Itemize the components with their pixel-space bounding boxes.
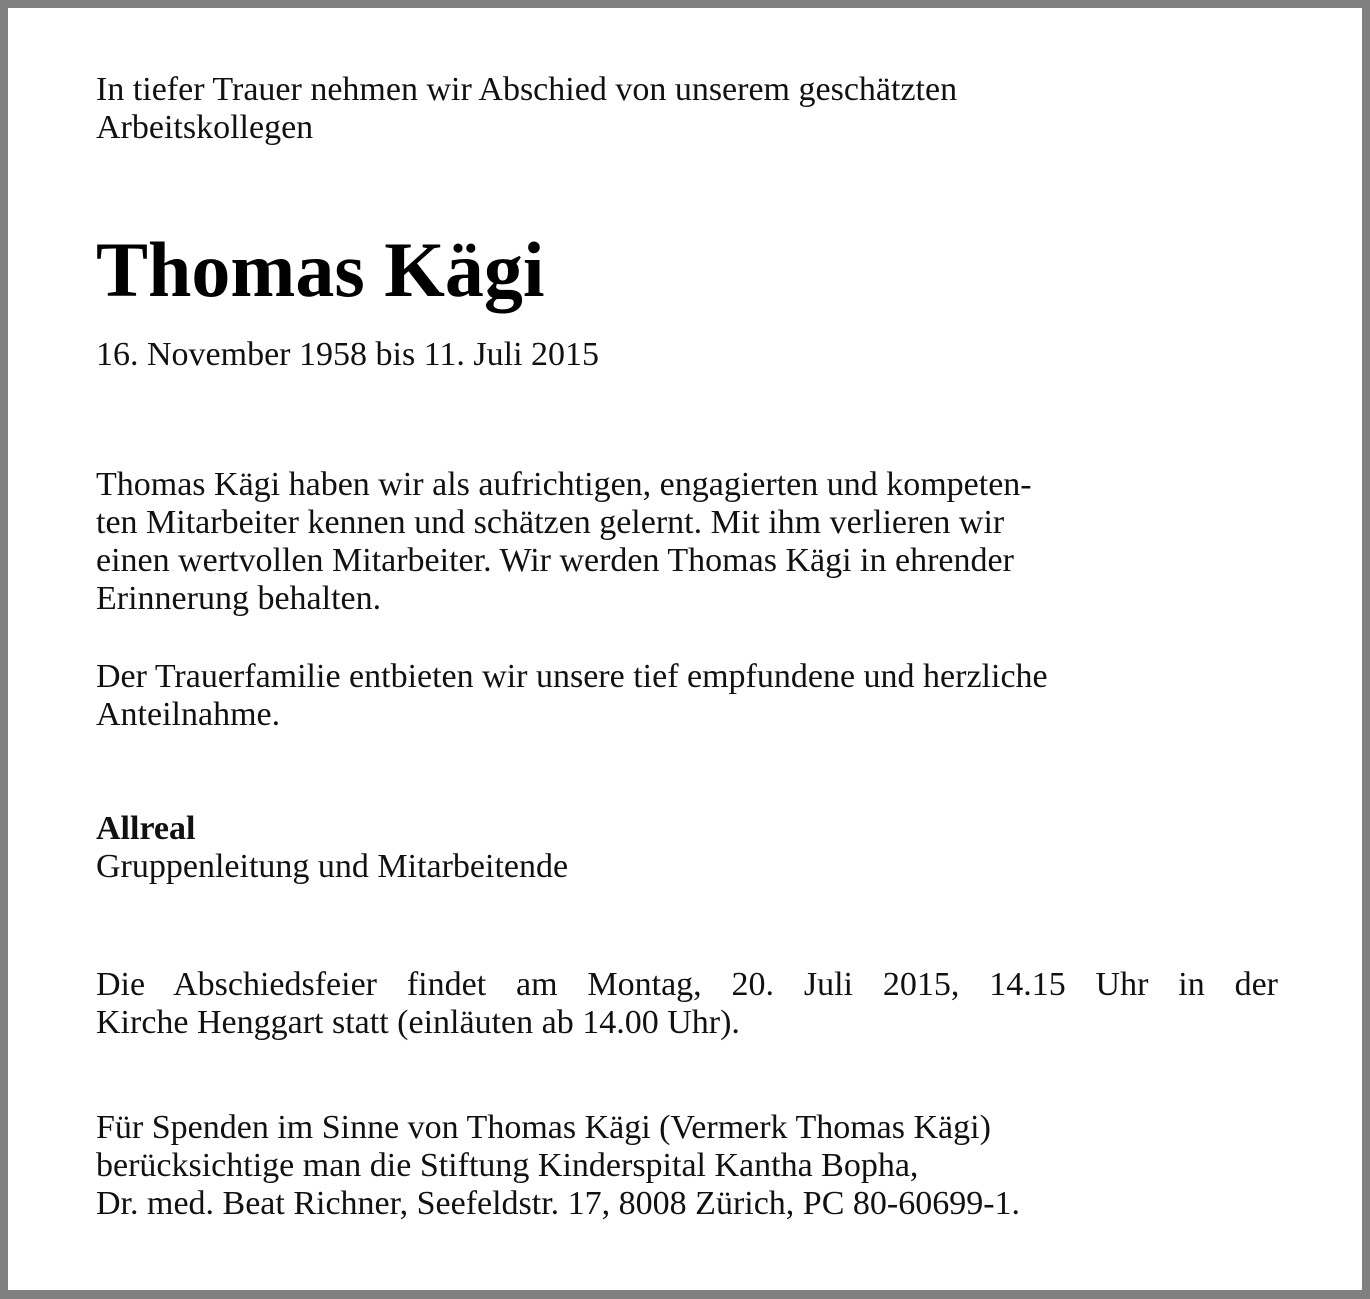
- sender-block: [96, 810, 1278, 886]
- paragraph-line: Erinnerung behalten.: [96, 580, 382, 617]
- donation-line: Für Spenden im Sinne von Thomas Kägi (Vermerk Thomas Kägi): [96, 1109, 991, 1146]
- paragraph-line: Anteilnahme.: [96, 696, 281, 733]
- condolence-paragraph: [96, 658, 1278, 734]
- obituary-page: [8, 8, 1362, 1290]
- paragraph-line: ten Mitarbeiter kennen und schätzen gelernt. Mit ihm verlieren wir: [96, 504, 1005, 541]
- paragraph-line: Thomas Kägi haben wir als aufrichtigen, engagierten und kompeten-: [96, 466, 1032, 503]
- intro-line: Arbeitskollegen: [96, 109, 314, 146]
- donation-info: [96, 1109, 1278, 1223]
- sender-company: Allreal: [96, 810, 196, 847]
- paragraph-line: einen wertvollen Mitarbeiter. Wir werden Thomas Kägi in ehrender: [96, 542, 1014, 579]
- sender-group: Gruppenleitung und Mitarbeitende: [96, 848, 569, 885]
- intro-line: In tiefer Trauer nehmen wir Abschied von unserem geschätzten: [96, 71, 958, 108]
- intro-text: [96, 71, 1278, 147]
- ceremony-line: Die Abschiedsfeier findet am Montag, 20. Juli 2015, 14.15 Uhr in der: [96, 966, 1278, 1003]
- ceremony-line: Kirche Henggart statt (einläuten ab 14.00 Uhr).: [96, 1004, 740, 1041]
- paragraph-line: Der Trauerfamilie entbieten wir unsere tief empfundene und herzliche: [96, 658, 1048, 695]
- ceremony-info: [96, 966, 1278, 1042]
- deceased-name: Thomas Kägi: [96, 226, 545, 313]
- life-dates: 16. November 1958 bis 11. Juli 2015: [96, 336, 600, 373]
- tribute-paragraph: [96, 466, 1278, 618]
- donation-line: berücksichtige man die Stiftung Kinderspital Kantha Bopha,: [96, 1147, 919, 1184]
- donation-line: Dr. med. Beat Richner, Seefeldstr. 17, 8008 Zürich, PC 80-60699-1.: [96, 1185, 1021, 1222]
